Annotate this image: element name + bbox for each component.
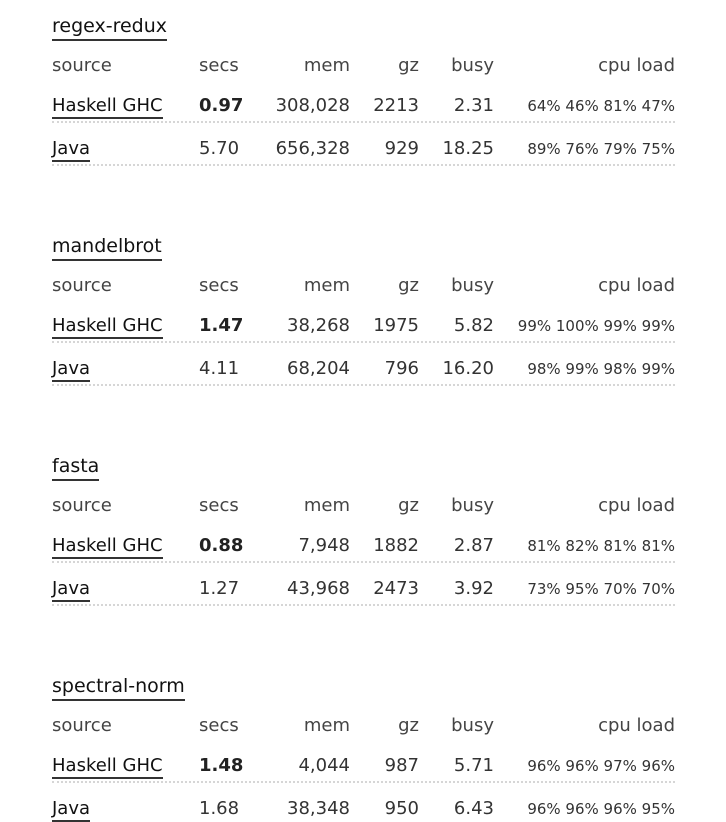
secs-value: 1.48 (199, 755, 244, 776)
source-link-haskell-ghc[interactable]: Haskell GHC (52, 535, 163, 559)
cpu-load-value: 64% 46% 81% 47% (527, 97, 675, 115)
mem-value: 38,348 (287, 798, 350, 819)
gz-value: 2213 (373, 95, 419, 116)
mem-value: 7,948 (298, 535, 350, 556)
secs-value: 1.27 (199, 578, 240, 599)
column-header-source: source (52, 715, 112, 736)
cpu-load-value: 99% 100% 99% 99% (517, 317, 675, 335)
busy-value: 16.20 (442, 358, 494, 379)
row-divider (52, 781, 675, 783)
cpu-load-value: 81% 82% 81% 81% (527, 537, 675, 555)
source-link-java[interactable]: Java (52, 798, 90, 822)
column-header-mem: mem (303, 275, 350, 296)
column-header-mem: mem (303, 55, 350, 76)
table-row (52, 797, 675, 822)
column-header-gz: gz (398, 275, 419, 296)
benchmark-title-link[interactable]: mandelbrot (52, 234, 162, 261)
row-divider (52, 121, 675, 123)
column-header-gz: gz (398, 55, 419, 76)
column-header-cpu-load: cpu load (598, 55, 675, 76)
benchmark-title-link[interactable]: spectral-norm (52, 674, 185, 701)
column-header-cpu-load: cpu load (598, 275, 675, 296)
row-divider (52, 604, 675, 606)
table-row (52, 137, 675, 163)
gz-value: 796 (384, 358, 419, 379)
column-header-busy: busy (451, 495, 494, 516)
benchmark-title-link[interactable]: regex-redux (52, 14, 167, 41)
secs-value: 0.97 (199, 95, 244, 116)
secs-value: 1.68 (199, 798, 240, 819)
secs-value: 5.70 (199, 138, 240, 159)
source-link-java[interactable]: Java (52, 358, 90, 382)
column-header-mem: mem (303, 715, 350, 736)
row-divider (52, 561, 675, 563)
column-header-source: source (52, 55, 112, 76)
column-header-mem: mem (303, 495, 350, 516)
secs-value: 0.88 (199, 535, 244, 556)
cpu-load-value: 73% 95% 70% 70% (527, 580, 675, 598)
source-link-java[interactable]: Java (52, 138, 90, 162)
column-header-busy: busy (451, 715, 494, 736)
cpu-load-value: 96% 96% 97% 96% (527, 757, 675, 775)
gz-value: 950 (384, 798, 419, 819)
busy-value: 5.71 (453, 755, 494, 776)
source-link-haskell-ghc[interactable]: Haskell GHC (52, 755, 163, 779)
column-header-busy: busy (451, 275, 494, 296)
row-divider (52, 341, 675, 343)
table-row (52, 94, 675, 120)
cpu-load-value: 89% 76% 79% 75% (527, 140, 675, 158)
busy-value: 6.43 (453, 798, 494, 819)
mem-value: 38,268 (287, 315, 350, 336)
busy-value: 5.82 (453, 315, 494, 336)
column-header-source: source (52, 275, 112, 296)
column-header-gz: gz (398, 715, 419, 736)
busy-value: 2.31 (453, 95, 494, 116)
row-divider (52, 384, 675, 386)
column-header-busy: busy (451, 55, 494, 76)
table-row (52, 754, 675, 780)
gz-value: 1975 (373, 315, 419, 336)
row-divider (52, 164, 675, 166)
source-link-java[interactable]: Java (52, 578, 90, 602)
busy-value: 2.87 (453, 535, 494, 556)
secs-value: 4.11 (199, 358, 240, 379)
table-header (52, 274, 675, 300)
table-header (52, 54, 675, 80)
column-header-gz: gz (398, 495, 419, 516)
table-row (52, 314, 675, 340)
gz-value: 929 (384, 138, 419, 159)
table-row (52, 357, 675, 383)
mem-value: 43,968 (287, 578, 350, 599)
column-header-secs: secs (199, 715, 239, 736)
source-link-haskell-ghc[interactable]: Haskell GHC (52, 95, 163, 119)
column-header-source: source (52, 495, 112, 516)
mem-value: 4,044 (298, 755, 350, 776)
gz-value: 2473 (373, 578, 419, 599)
source-link-haskell-ghc[interactable]: Haskell GHC (52, 315, 163, 339)
column-header-secs: secs (199, 55, 239, 76)
busy-value: 18.25 (442, 138, 494, 159)
table-header (52, 714, 675, 740)
column-header-secs: secs (199, 275, 239, 296)
table-header (52, 494, 675, 520)
mem-value: 656,328 (275, 138, 350, 159)
mem-value: 68,204 (287, 358, 350, 379)
table-row (52, 577, 675, 603)
column-header-secs: secs (199, 495, 239, 516)
column-header-cpu-load: cpu load (598, 715, 675, 736)
secs-value: 1.47 (199, 315, 244, 336)
benchmark-title-link[interactable]: fasta (52, 454, 99, 481)
gz-value: 1882 (373, 535, 419, 556)
cpu-load-value: 96% 96% 96% 95% (527, 800, 675, 818)
mem-value: 308,028 (275, 95, 350, 116)
table-row (52, 534, 675, 560)
gz-value: 987 (384, 755, 419, 776)
column-header-cpu-load: cpu load (598, 495, 675, 516)
cpu-load-value: 98% 99% 98% 99% (527, 360, 675, 378)
busy-value: 3.92 (453, 578, 494, 599)
